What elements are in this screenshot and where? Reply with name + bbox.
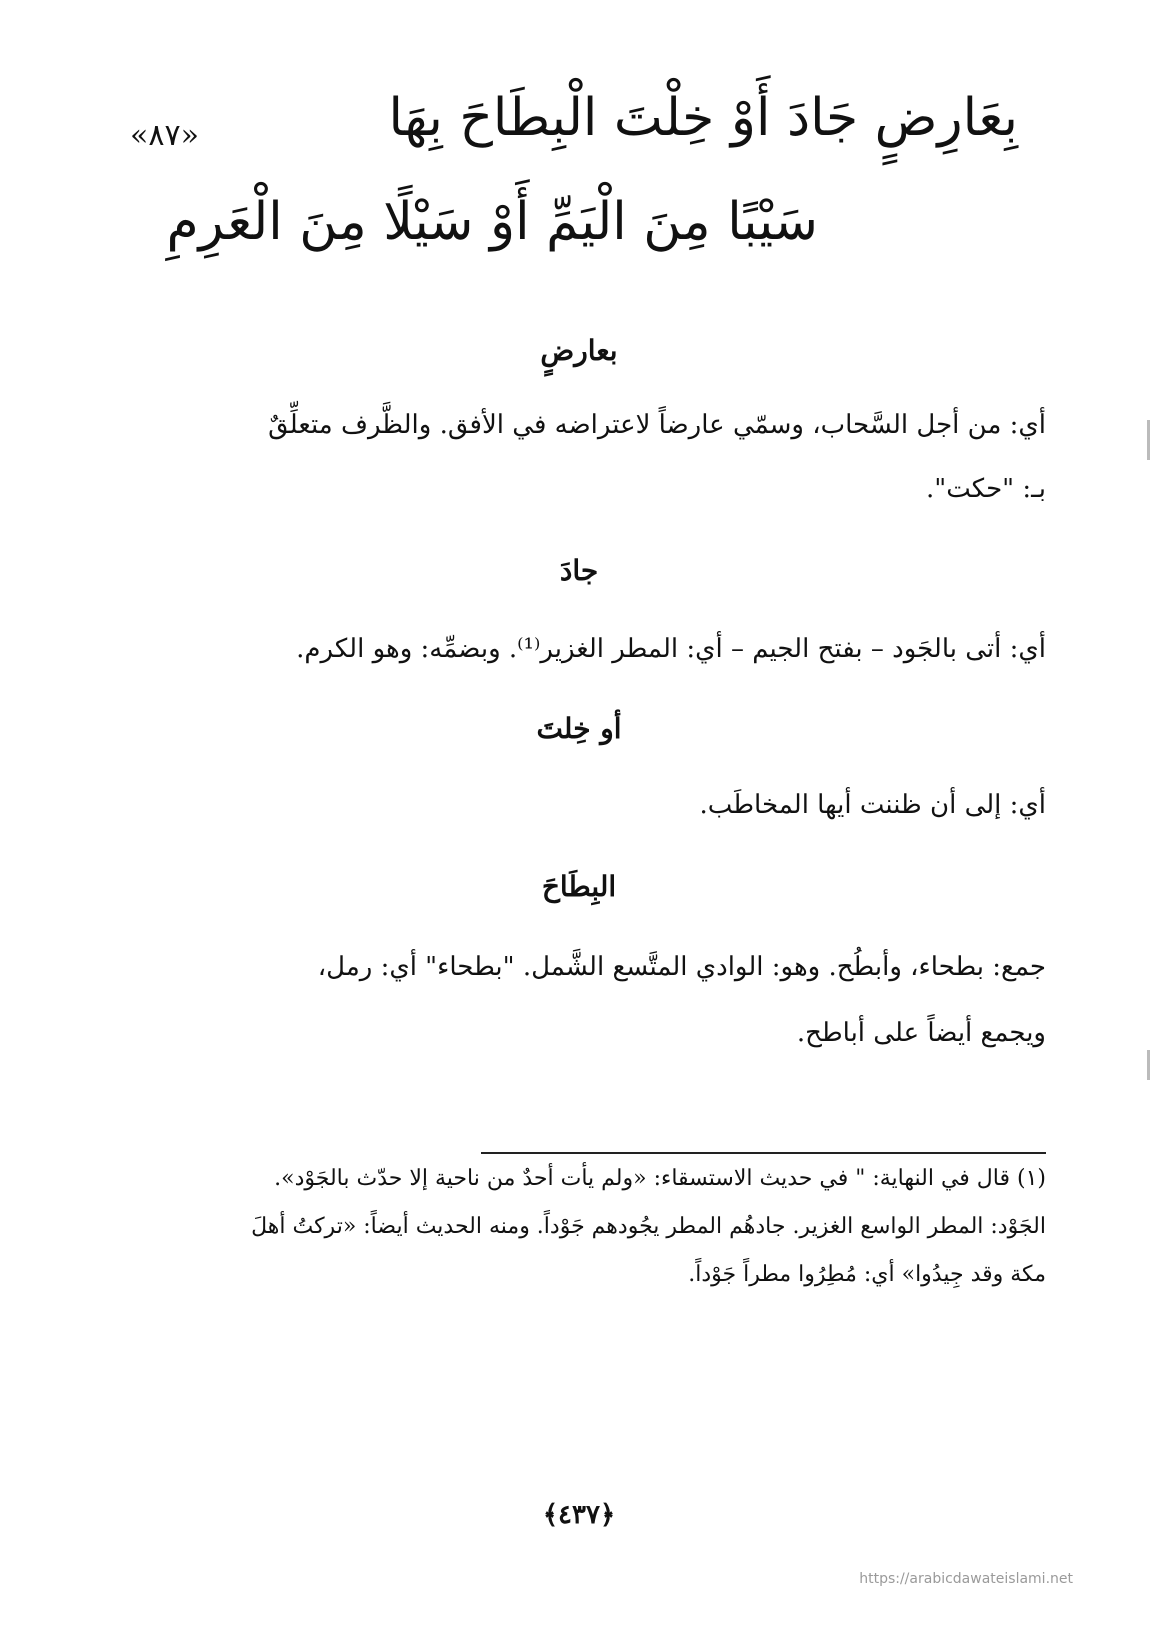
- section-2-line-1: أي: أتى بالجَود – بفتح الجيم – أي: المطر الغزير⁽¹⁾. وبضمِّه: وهو الكرم.: [296, 634, 1046, 664]
- footnote-line-2: الجَوْد: المطر الواسع الغزير. جادهُم المطر يجُودهم جَوْداً. ومنه الحديث أيضاً: «تركتُ أهلَ: [251, 1214, 1046, 1239]
- section-heading-4: البِطَاحَ: [541, 870, 617, 903]
- verse-line-1: بِعَارِضٍ جَادَ أَوْ خِلْتَ الْبِطَاحَ بِهَا: [388, 88, 1018, 148]
- section-1-line-2: بـ: "حكت".: [925, 474, 1046, 504]
- section-heading-1: بعارضٍ: [540, 334, 618, 367]
- section-4-line-1: جمع: بطحاء، وأبطُح. وهو: الوادي المتَّسع الشَّمل. "بطحاء" أي: رمل،: [317, 952, 1046, 982]
- page-edge-mark: [1147, 1050, 1150, 1080]
- verse-number: «٨٧»: [130, 118, 199, 153]
- verse-line-2: سَيْبًا مِنَ الْيَمِّ أَوْ سَيْلًا مِنَ الْعَرِمِ: [166, 192, 818, 252]
- section-heading-2: جادَ: [559, 554, 599, 587]
- section-4-line-2: ويجمع أيضاً على أباطح.: [796, 1018, 1046, 1048]
- page-edge-mark: [1147, 420, 1150, 460]
- section-heading-3: أو خِلتَ: [536, 712, 622, 745]
- footnote-divider: [481, 1152, 1046, 1154]
- section-3-line-1: أي: إلى أن ظننت أيها المخاطَب.: [699, 790, 1046, 820]
- watermark-url: https://arabicdawateislami.net: [859, 1571, 1073, 1587]
- page-number: ﴿٤٣٧﴾: [542, 1500, 616, 1530]
- footnote-line-3: مكة وقد جِيدُوا» أي: مُطِرُوا مطراً جَوْداً.: [688, 1262, 1046, 1287]
- footnote-line-1: (١) قال في النهاية: " في حديث الاستسقاء: «ولم يأت أحدٌ من ناحية إلا حدّث بالجَوْد».: [274, 1166, 1046, 1191]
- section-1-line-1: أي: من أجل السَّحاب، وسمّي عارضاً لاعتراضه في الأفق. والظَّرف متعلِّقٌ: [268, 410, 1046, 440]
